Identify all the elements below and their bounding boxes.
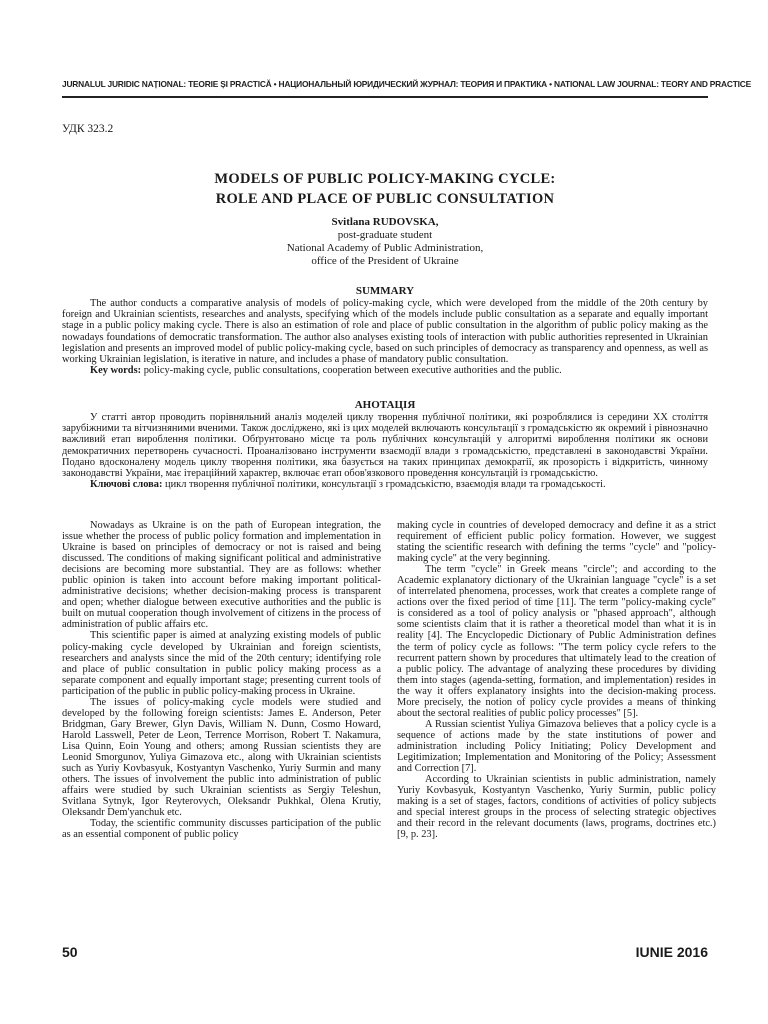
author-affiliation-2: office of the President of Ukraine — [311, 255, 459, 267]
anotatsiia-heading: АНОТАЦІЯ — [354, 399, 416, 411]
title-line-2: ROLE AND PLACE OF PUBLIC CONSULTATION — [215, 191, 555, 207]
author-position: post-graduate student — [337, 229, 433, 241]
anotatsiia-text: У статті автор проводить порівняльний аналіз моделей циклу творення публічної політики, які розроблялися із середини ХХ століття зарубіжними та вітчизняними вченими. Також досліджено, які із цих моделей включають консультації з громадськістю як окремий і рівнозначно важливий етап вироблення політики. Обґрунтовано місце та роль публічних консультацій у алгоритмі вироблення політики як основи демократичних перетворень сучасності. Проаналізовано інструменти взаємодії влади з громадськістю, представлені в законодавстві України. Подано вдосконалену модель циклу творення політики, яка базується на таких принципах демократії, як прозорість і відкритість, чинному законодавстві України, має ітераційний характер, включає етап обов'язкового проведення консультацій із громадськістю. — [62, 412, 708, 480]
article-title — [62, 169, 708, 209]
running-header: JURNALUL JURIDIC NAȚIONAL: TEORIE ȘI PRACTICĂ • НАЦИОНАЛЬНЫЙ ЮРИДИЧЕСКИЙ ЖУРНАЛ: ТЕОРИЯ И ПРАКТИКА • NATIONAL LAW JOURNAL: TEORY AND PRACTICE — [62, 79, 752, 89]
summary-keywords-text: policy-making cycle, public consultations, cooperation between executive authorities and the public. — [141, 365, 562, 377]
summary-keywords-label: Key words: — [90, 365, 142, 377]
body-paragraph: Nowadays as Ukraine is on the path of European integration, the issue whether the process of public policy formation and implementation in Ukraine is based on principles of democracy or not is raised and being discussed. The conditions of making significant political and administrative decisions are becoming more substantial. They are as follows: whether public opinion is taken into account before making important political-administrative decisions; whether decision-making process is transparent and open; whether dialogue between executive authorities and the public is built on mutual cooperation though involvement of citizens in the process of administration of public affairs etc. — [62, 520, 381, 631]
author-name: Svitlana RUDOVSKA, — [331, 216, 439, 228]
udk-code: УДК 323.2 — [62, 123, 114, 135]
header-rule — [62, 96, 708, 98]
author-affiliation-1: National Academy of Public Administration, — [286, 242, 484, 254]
body-column-left — [62, 520, 381, 840]
anotatsiia-keywords-label: Ключові слова: — [90, 479, 163, 491]
summary-heading: SUMMARY — [355, 285, 415, 297]
body-paragraph: According to Ukrainian scientists in public administration, namely Yuriy Kovbasyuk, Kostyantyn Vaschenko, Yuriy Surmin, public policy making is a set of stages, factors, conditions of activities of policy subjects and special interest groups in the process of selecting strategic objectives and their record in the relevant documents (laws, programs, doctrines etc.) [9, p. 23]. — [397, 774, 716, 841]
body-paragraph: A Russian scientist Yuliya Gimazova believes that a policy cycle is a sequence of actions made by the state institutions of power and administration including Policy Initiating; Policy Development and Legitimization; Implementation and Monitoring of the Policy; Assessment and Correction [7]. — [397, 718, 716, 775]
body-paragraph: making cycle in countries of developed democracy and define it as a strict requirement of efficient public policy formation. However, we suggest stating the scientific research with defining the terms "cycle" and "policy-making cycle" at the very beginning. — [397, 520, 716, 565]
body-paragraph: The issues of policy-making cycle models were studied and developed by the following foreign scientists: James E. Anderson, Peter Bridgman, Gary Brewer, Glyn Davis, William N. Dunn, Cosmo Howard, Harold Lasswell, Peter de Leon, Terrence Morrison, Robert T. Nakamura, Lisa Quinn, Eoin Young and others; among Russian scientists they are Leonid Smorgunov, Yuliya Gimazova etc., along with Ukrainian scientists such as Yuriy Kovbasyuk, Kostyantyn Vaschenko, Yuriy Surmin and many others. The issues of involvement the public into administration of public affairs were studied by such Ukrainian scientists as Sergiy Teleshun, Svitlana Sytnyk, Igor Reyterovych, Oleksandr Pukhkal, Olena Krutiy, Oleksandr Dem'yanchuk etc. — [62, 696, 381, 819]
summary-keywords — [62, 365, 708, 376]
summary-text: The author conducts a comparative analysis of models of policy-making cycle, which were developed from the middle of the 20th century by foreign and Ukrainian scientists, researches and analysts, specifying which of the models include public consultation as a separate and equally important stage in a public policy making cycle. There is also an estimation of role and place of public consultation in the algorithm of public policy making as the nowadays foundations of democratic transformation. The author also analyses existing tools of interaction with public authorities represented in Ukrainian legislation and presents an improved model of public policy-making cycle, based on such principles of democracy as transparency and openness, as well as working Ukrainian legislation, is iterative in nature, and includes a phase of mandatory public consultation. — [62, 298, 708, 366]
issue-date: IUNIE 2016 — [635, 944, 708, 960]
anotatsiia-keywords — [62, 479, 708, 490]
page-number: 50 — [62, 944, 78, 960]
author-block — [62, 216, 708, 268]
summary-abstract — [62, 298, 708, 376]
body-paragraph: Today, the scientific community discusses participation of the public as an essential component of public policy — [62, 818, 381, 841]
body-column-right — [397, 520, 716, 840]
anotatsiia-keywords-text: цикл творення публічної політики, консультації з громадськістю, взаємодія влади та громадськості. — [162, 479, 606, 491]
anotatsiia-abstract — [62, 412, 708, 490]
body-paragraph: This scientific paper is aimed at analyzing existing models of public policy-making cycle developed by Ukrainian and foreign scientists, researchers and analysts since the mid of the 20th century; identifying role and place of public consultation in public policy making process as a separate component and equally important stage; presenting current tools of participation of the public in public policy-making process in Ukraine. — [62, 630, 381, 697]
body-paragraph: The term "cycle" in Greek means "circle"; and according to the Academic explanatory dictionary of the Ukrainian language "cycle" is a set of interrelated phenomena, processes, work that creates a complete range of actions over the fixed period of time [11]. The term "policy-making cycle" is considered as a tool of policy analysis or "phased approach", although some scientists claim that it is rather a theoretical model than what it is in reality [4]. The Encyclopedic Dictionary of Public Administration defines the term of policy cycle as follows: "The term policy cycle refers to the recurrent pattern shown by procedures that ultimately lead to the creation of a public policy. The advantage of analyzing these procedures by dividing them into stages (agenda-setting, formation, and implementation) resides in the way it offers explanatory insights into the decision-making process. More precisely, the notion of policy cycle provides a means of thinking about the sectoral realities of public policy processes" [5]. — [397, 564, 716, 719]
title-line-1: MODELS OF PUBLIC POLICY-MAKING CYCLE: — [214, 171, 556, 187]
